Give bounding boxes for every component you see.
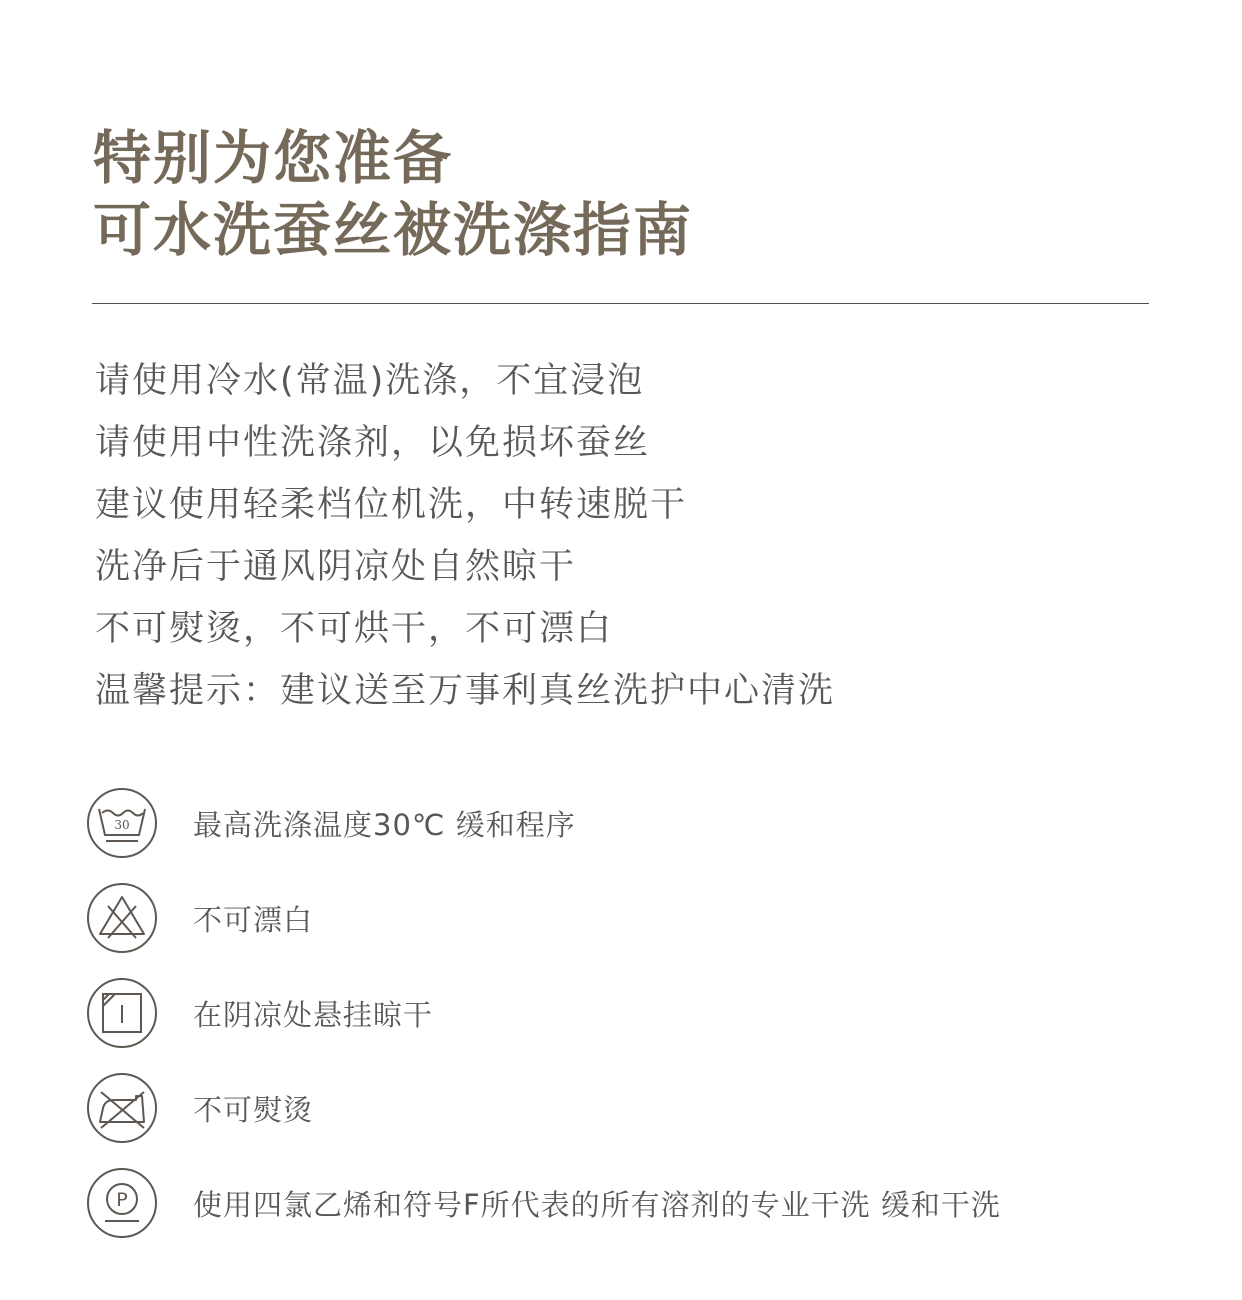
care-symbol-row <box>86 977 1001 1049</box>
instruction-item: 不可熨烫，不可烘干，不可漂白 <box>95 609 614 649</box>
care-symbol-row <box>86 787 1001 859</box>
wash-temperature-label: 30 <box>114 818 130 832</box>
instruction-item: 建议使用轻柔档位机洗，中转速脱干 <box>95 485 688 525</box>
no-bleach-icon <box>86 882 158 954</box>
care-symbol-text: 最高洗涤温度30℃ 缓和程序 <box>193 807 576 842</box>
no-iron-icon <box>86 1072 158 1144</box>
care-symbols-list <box>86 787 1001 1239</box>
instruction-item: 请使用冷水(常温)洗涤，不宜浸泡 <box>95 361 645 401</box>
dry-clean-p-gentle-icon <box>86 1167 158 1239</box>
care-symbol-row <box>86 882 1001 954</box>
instruction-item: 洗净后于通风阴凉处自然晾干 <box>95 547 577 587</box>
instruction-item: 请使用中性洗涤剂，以免损坏蚕丝 <box>95 423 651 463</box>
care-symbol-text: 不可熨烫 <box>193 1092 314 1127</box>
care-symbol-row <box>86 1167 1001 1239</box>
care-symbol-text: 使用四氯乙烯和符号F所代表的所有溶剂的专业干洗 缓和干洗 <box>193 1187 1001 1222</box>
line-dry-shade-icon <box>86 977 158 1049</box>
page-title <box>93 122 693 266</box>
care-symbol-text: 不可漂白 <box>193 902 314 937</box>
page-title-line-1: 特别为您准备 <box>93 124 454 192</box>
washing-instructions-list <box>95 350 835 722</box>
instruction-item: 温馨提示：建议送至万事利真丝洗护中心清洗 <box>95 671 836 711</box>
page-title-line-2: 可水洗蚕丝被洗涤指南 <box>93 196 694 264</box>
wash-30-gentle-icon <box>86 787 158 859</box>
care-symbol-text: 在阴凉处悬挂晾干 <box>193 997 434 1032</box>
dry-clean-letter: P <box>116 1189 128 1211</box>
care-symbol-row <box>86 1072 1001 1144</box>
title-divider <box>92 303 1149 304</box>
